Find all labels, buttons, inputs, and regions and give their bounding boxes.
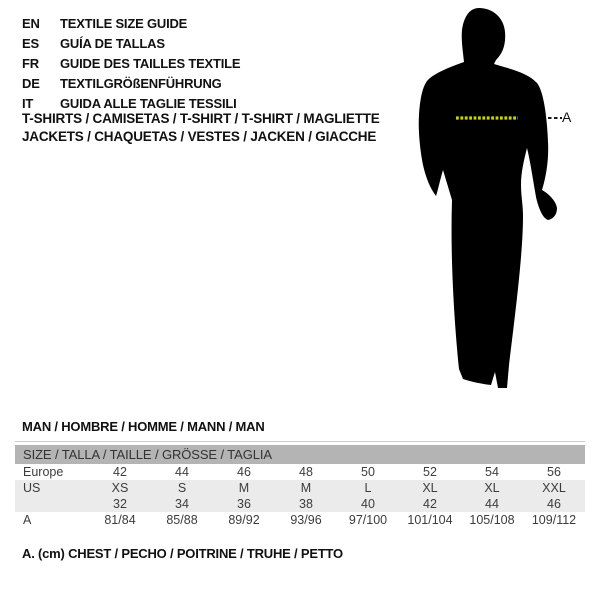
cell: 44 — [175, 465, 189, 479]
cell: 46 — [237, 465, 251, 479]
measurement-label-a: A — [562, 109, 572, 125]
category-block — [22, 110, 380, 145]
cell: 85/88 — [166, 513, 198, 527]
cell: XXL — [523, 480, 585, 496]
section-heading-man: MAN / HOMBRE / HOMME / MANN / MAN — [22, 419, 265, 434]
cell: 56 — [547, 465, 561, 479]
measurement-footnote: A. (cm) CHEST / PECHO / POITRINE / TRUHE / PETTO — [22, 546, 343, 561]
language-name: TEXTILE SIZE GUIDE — [60, 15, 188, 31]
language-row — [22, 33, 240, 53]
table-row-us — [15, 480, 585, 496]
language-row — [22, 73, 240, 93]
cell: 32 — [89, 496, 151, 512]
category-line-jackets: JACKETS / CHAQUETAS / VESTES / JACKEN / GIACCHE — [22, 128, 377, 144]
cell: 89/92 — [228, 513, 260, 527]
table-row-europe — [15, 464, 585, 480]
language-name: GUIDA ALLE TAGLIE TESSILI — [60, 95, 237, 111]
cell: 46 — [523, 496, 585, 512]
table-row-numeric — [15, 496, 585, 512]
cell: L — [337, 480, 399, 496]
cell: XS — [89, 480, 151, 496]
cell: 48 — [299, 465, 313, 479]
row-label — [15, 496, 89, 512]
language-name: TEXTILGRÖßENFÜHRUNG — [60, 75, 222, 91]
size-table-header-row — [15, 445, 585, 464]
cell: 97/100 — [348, 513, 388, 527]
cell: 101/104 — [407, 513, 453, 527]
cell: XL — [461, 480, 523, 496]
cell: M — [275, 480, 337, 496]
row-label: Europe — [23, 465, 64, 479]
cell: M — [213, 480, 275, 496]
language-code: IT — [22, 95, 34, 111]
language-list — [22, 13, 240, 113]
cell: 34 — [151, 496, 213, 512]
cell: 109/112 — [531, 513, 577, 527]
language-code: DE — [22, 75, 40, 91]
man-silhouette-shape — [419, 8, 557, 388]
cell: S — [151, 480, 213, 496]
category-line-tshirts: T-SHIRTS / CAMISETAS / T-SHIRT / T-SHIRT / MAGLIETTE — [22, 111, 380, 126]
cell: XL — [399, 480, 461, 496]
cell: 44 — [461, 496, 523, 512]
table-row-chest-a — [15, 512, 585, 528]
language-code: EN — [22, 15, 40, 31]
cell: 42 — [113, 465, 127, 479]
cell: 40 — [337, 496, 399, 512]
size-table — [15, 445, 585, 528]
language-name: GUIDE DES TAILLES TEXTILE — [60, 55, 241, 71]
size-table-header: SIZE / TALLA / TAILLE / GRÖSSE / TAGLIA — [15, 445, 585, 464]
cell: 38 — [275, 496, 337, 512]
cell: 54 — [485, 465, 499, 479]
cell: 81/84 — [104, 513, 136, 527]
row-label: US — [15, 480, 89, 496]
language-code: FR — [22, 55, 39, 71]
cell: 93/96 — [290, 513, 322, 527]
table-top-border — [15, 441, 585, 442]
cell: 36 — [213, 496, 275, 512]
cell: 50 — [361, 465, 375, 479]
language-code: ES — [22, 35, 39, 51]
cell: 105/108 — [469, 513, 515, 527]
language-name: GUÍA DE TALLAS — [60, 35, 165, 51]
language-row — [22, 53, 240, 73]
row-label: A — [23, 513, 32, 527]
cell: 42 — [399, 496, 461, 512]
cell: 52 — [423, 465, 437, 479]
man-silhouette — [395, 0, 600, 415]
language-row — [22, 13, 240, 33]
